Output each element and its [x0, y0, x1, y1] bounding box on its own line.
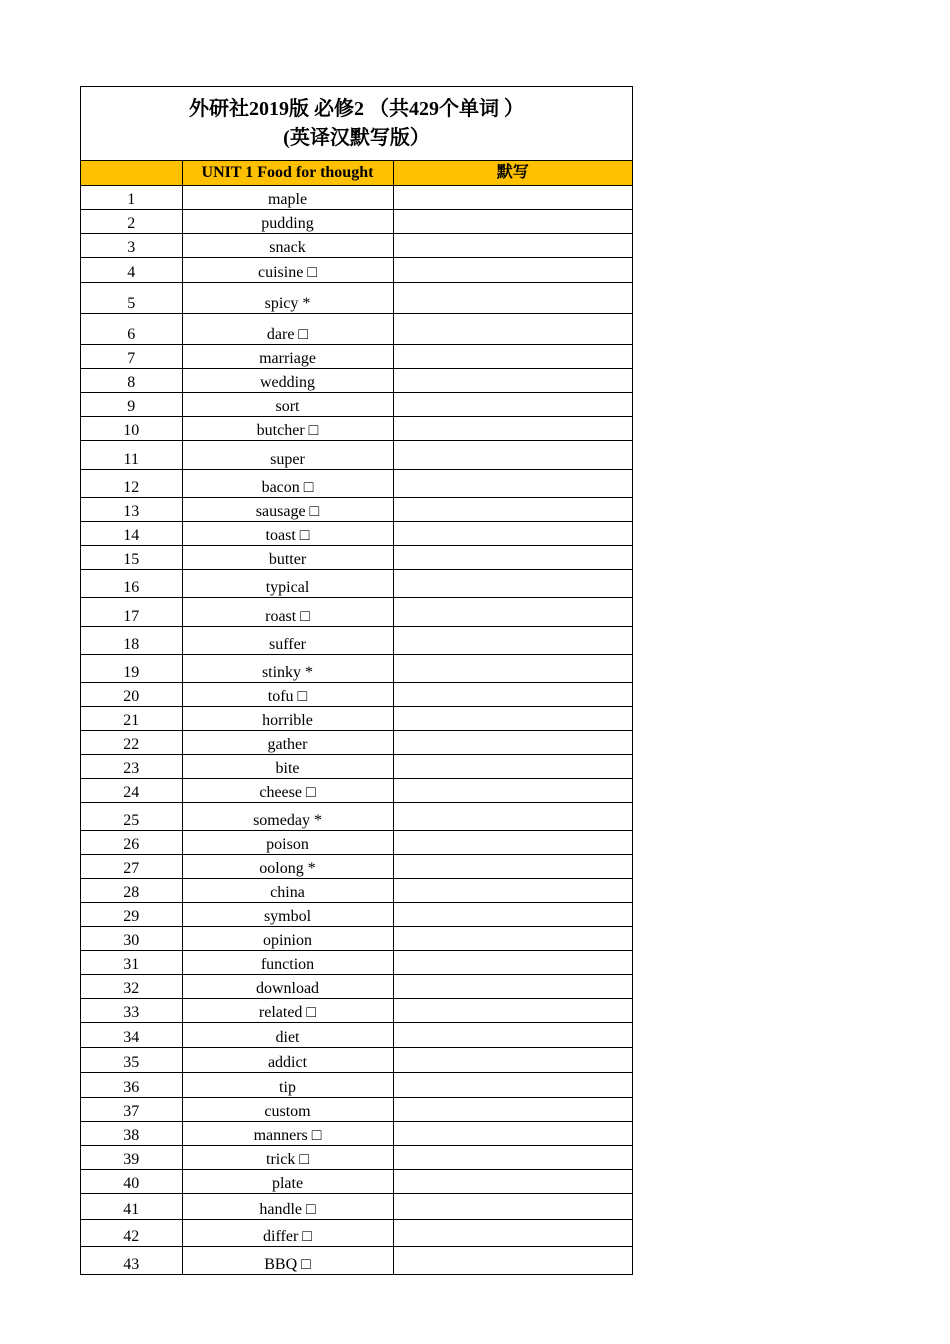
dictation-answer-cell[interactable] — [393, 655, 632, 683]
dictation-answer-cell[interactable] — [393, 345, 632, 369]
dictation-answer-cell[interactable] — [393, 1048, 632, 1073]
row-number-cell: 40 — [81, 1170, 182, 1194]
row-number-cell: 35 — [81, 1048, 182, 1073]
dictation-answer-cell[interactable] — [393, 470, 632, 498]
table-row — [81, 951, 632, 975]
word-cell: related □ — [182, 999, 393, 1023]
dictation-answer-cell[interactable] — [393, 598, 632, 627]
table-row — [81, 707, 632, 731]
dictation-answer-cell[interactable] — [393, 441, 632, 470]
row-number-cell: 9 — [81, 393, 182, 417]
word-cell: tofu □ — [182, 683, 393, 707]
table-row — [81, 855, 632, 879]
row-number-cell: 20 — [81, 683, 182, 707]
word-cell: cheese □ — [182, 779, 393, 803]
word-cell: addict — [182, 1048, 393, 1073]
dictation-answer-cell[interactable] — [393, 314, 632, 345]
row-number-cell: 25 — [81, 803, 182, 831]
word-cell: sausage □ — [182, 498, 393, 522]
table-row — [81, 755, 632, 779]
table-row — [81, 470, 632, 498]
row-number-cell: 24 — [81, 779, 182, 803]
row-number-cell: 18 — [81, 627, 182, 655]
word-cell: download — [182, 975, 393, 999]
table-row — [81, 1247, 632, 1275]
table-row — [81, 731, 632, 755]
row-number-cell: 38 — [81, 1122, 182, 1146]
table-row — [81, 1073, 632, 1098]
table-row — [81, 522, 632, 546]
row-number-cell: 28 — [81, 879, 182, 903]
word-cell: suffer — [182, 627, 393, 655]
sheet-title: 外研社2019版 必修2 （共429个单词 ） — [189, 98, 524, 120]
header-unit-cell: UNIT 1 Food for thought — [182, 161, 393, 186]
word-cell: poison — [182, 831, 393, 855]
dictation-answer-cell[interactable] — [393, 1146, 632, 1170]
word-cell: diet — [182, 1023, 393, 1048]
dictation-answer-cell[interactable] — [393, 393, 632, 417]
dictation-answer-cell[interactable] — [393, 927, 632, 951]
word-cell: typical — [182, 570, 393, 598]
dictation-answer-cell[interactable] — [393, 855, 632, 879]
dictation-answer-cell[interactable] — [393, 975, 632, 999]
row-number-cell: 30 — [81, 927, 182, 951]
word-cell: tip — [182, 1073, 393, 1098]
row-number-cell: 3 — [81, 234, 182, 258]
table-row — [81, 627, 632, 655]
row-number-cell: 22 — [81, 731, 182, 755]
word-cell: butter — [182, 546, 393, 570]
table-row — [81, 1170, 632, 1194]
row-number-cell: 14 — [81, 522, 182, 546]
table-row — [81, 683, 632, 707]
vocabulary-table — [81, 161, 632, 1274]
table-row — [81, 1146, 632, 1170]
dictation-answer-cell[interactable] — [393, 779, 632, 803]
table-row — [81, 258, 632, 283]
table-header-row — [81, 161, 632, 186]
row-number-cell: 13 — [81, 498, 182, 522]
title-block — [81, 87, 632, 161]
row-number-cell: 41 — [81, 1194, 182, 1220]
table-row — [81, 779, 632, 803]
word-cell: snack — [182, 234, 393, 258]
word-cell: oolong * — [182, 855, 393, 879]
row-number-cell: 10 — [81, 417, 182, 441]
dictation-answer-cell[interactable] — [393, 755, 632, 779]
row-number-cell: 12 — [81, 470, 182, 498]
word-cell: plate — [182, 1170, 393, 1194]
word-cell: butcher □ — [182, 417, 393, 441]
dictation-answer-cell[interactable] — [393, 707, 632, 731]
word-cell: BBQ □ — [182, 1247, 393, 1275]
row-number-cell: 7 — [81, 345, 182, 369]
table-row — [81, 598, 632, 627]
row-number-cell: 26 — [81, 831, 182, 855]
dictation-answer-cell[interactable] — [393, 210, 632, 234]
dictation-answer-cell[interactable] — [393, 258, 632, 283]
table-row — [81, 999, 632, 1023]
row-number-cell: 17 — [81, 598, 182, 627]
table-row — [81, 546, 632, 570]
word-cell: stinky * — [182, 655, 393, 683]
table-row — [81, 831, 632, 855]
table-row — [81, 369, 632, 393]
word-cell: cuisine □ — [182, 258, 393, 283]
dictation-answer-cell[interactable] — [393, 879, 632, 903]
dictation-answer-cell[interactable] — [393, 417, 632, 441]
word-cell: marriage — [182, 345, 393, 369]
row-number-cell: 16 — [81, 570, 182, 598]
table-row — [81, 803, 632, 831]
dictation-answer-cell[interactable] — [393, 283, 632, 314]
row-number-cell: 39 — [81, 1146, 182, 1170]
row-number-cell: 33 — [81, 999, 182, 1023]
row-number-cell: 29 — [81, 903, 182, 927]
dictation-answer-cell[interactable] — [393, 546, 632, 570]
word-cell: horrible — [182, 707, 393, 731]
row-number-cell: 8 — [81, 369, 182, 393]
table-row — [81, 210, 632, 234]
table-row — [81, 879, 632, 903]
table-row — [81, 1048, 632, 1073]
row-number-cell: 5 — [81, 283, 182, 314]
row-number-cell: 34 — [81, 1023, 182, 1048]
word-cell: manners □ — [182, 1122, 393, 1146]
table-row — [81, 903, 632, 927]
table-row — [81, 655, 632, 683]
table-row — [81, 186, 632, 210]
table-row — [81, 393, 632, 417]
word-cell: super — [182, 441, 393, 470]
row-number-cell: 2 — [81, 210, 182, 234]
dictation-answer-cell[interactable] — [393, 1073, 632, 1098]
row-number-cell: 31 — [81, 951, 182, 975]
dictation-answer-cell[interactable] — [393, 999, 632, 1023]
dictation-answer-cell[interactable] — [393, 627, 632, 655]
table-row — [81, 234, 632, 258]
dictation-answer-cell[interactable] — [393, 951, 632, 975]
row-number-cell: 36 — [81, 1073, 182, 1098]
row-number-cell: 19 — [81, 655, 182, 683]
word-cell: symbol — [182, 903, 393, 927]
word-cell: roast □ — [182, 598, 393, 627]
dictation-answer-cell[interactable] — [393, 1023, 632, 1048]
table-row — [81, 1194, 632, 1220]
row-number-cell: 6 — [81, 314, 182, 345]
sheet-subtitle: (英译汉默写版） — [283, 127, 430, 149]
row-number-cell: 42 — [81, 1220, 182, 1247]
row-number-cell: 11 — [81, 441, 182, 470]
row-number-cell: 15 — [81, 546, 182, 570]
header-dictation-cell: 默写 — [393, 161, 632, 186]
dictation-answer-cell[interactable] — [393, 570, 632, 598]
dictation-answer-cell[interactable] — [393, 1220, 632, 1247]
word-cell: wedding — [182, 369, 393, 393]
table-row — [81, 345, 632, 369]
table-row — [81, 570, 632, 598]
dictation-answer-cell[interactable] — [393, 186, 632, 210]
word-cell: someday * — [182, 803, 393, 831]
row-number-cell: 23 — [81, 755, 182, 779]
table-row — [81, 417, 632, 441]
word-cell: china — [182, 879, 393, 903]
dictation-answer-cell[interactable] — [393, 498, 632, 522]
row-number-cell: 4 — [81, 258, 182, 283]
row-number-cell: 32 — [81, 975, 182, 999]
table-row — [81, 498, 632, 522]
header-number-cell — [81, 161, 182, 186]
table-row — [81, 1098, 632, 1122]
dictation-answer-cell[interactable] — [393, 803, 632, 831]
table-row — [81, 441, 632, 470]
word-cell: dare □ — [182, 314, 393, 345]
word-cell: custom — [182, 1098, 393, 1122]
table-row — [81, 975, 632, 999]
table-row — [81, 314, 632, 345]
word-cell: handle □ — [182, 1194, 393, 1220]
row-number-cell: 27 — [81, 855, 182, 879]
table-row — [81, 927, 632, 951]
dictation-answer-cell[interactable] — [393, 731, 632, 755]
dictation-answer-cell[interactable] — [393, 1098, 632, 1122]
word-cell: function — [182, 951, 393, 975]
dictation-answer-cell[interactable] — [393, 522, 632, 546]
vocabulary-sheet — [80, 86, 633, 1275]
table-row — [81, 1023, 632, 1048]
row-number-cell: 1 — [81, 186, 182, 210]
word-cell: maple — [182, 186, 393, 210]
table-row — [81, 283, 632, 314]
row-number-cell: 21 — [81, 707, 182, 731]
dictation-answer-cell[interactable] — [393, 683, 632, 707]
dictation-answer-cell[interactable] — [393, 1194, 632, 1220]
dictation-answer-cell[interactable] — [393, 234, 632, 258]
dictation-answer-cell[interactable] — [393, 1170, 632, 1194]
word-cell: sort — [182, 393, 393, 417]
dictation-answer-cell[interactable] — [393, 1247, 632, 1275]
table-row — [81, 1220, 632, 1247]
word-cell: gather — [182, 731, 393, 755]
word-cell: bacon □ — [182, 470, 393, 498]
word-cell: toast □ — [182, 522, 393, 546]
word-cell: pudding — [182, 210, 393, 234]
dictation-answer-cell[interactable] — [393, 369, 632, 393]
word-cell: opinion — [182, 927, 393, 951]
dictation-answer-cell[interactable] — [393, 903, 632, 927]
dictation-answer-cell[interactable] — [393, 1122, 632, 1146]
row-number-cell: 43 — [81, 1247, 182, 1275]
word-cell: trick □ — [182, 1146, 393, 1170]
word-cell: bite — [182, 755, 393, 779]
dictation-answer-cell[interactable] — [393, 831, 632, 855]
row-number-cell: 37 — [81, 1098, 182, 1122]
table-row — [81, 1122, 632, 1146]
word-cell: spicy * — [182, 283, 393, 314]
word-cell: differ □ — [182, 1220, 393, 1247]
